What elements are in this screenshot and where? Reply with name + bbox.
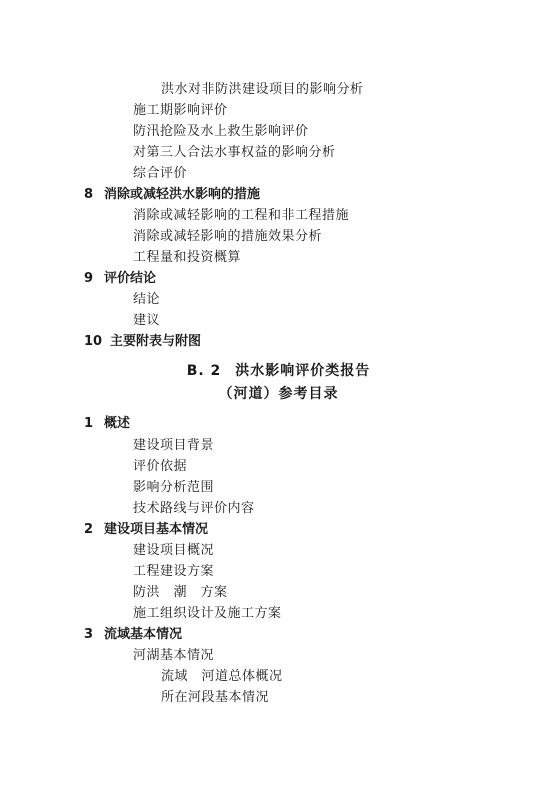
toc-line-flood-impact-analysis: 洪水对非防洪建设项目的影响分析 [161, 82, 364, 97]
toc-line-river-lake-basics: 河湖基本情况 [133, 648, 215, 663]
toc-heading-number: 8 [84, 187, 94, 202]
toc-heading-b1 [84, 416, 130, 432]
toc-heading-number: 1 [84, 416, 94, 431]
toc-line-reach-basics: 所在河段基本情况 [161, 690, 270, 705]
toc-heading-10 [84, 334, 201, 350]
toc-line-flood-rescue-impact: 防汛抢险及水上救生影响评价 [133, 124, 309, 139]
toc-heading-title: 评价结论 [104, 271, 157, 286]
toc-line-comprehensive-evaluation: 综合评价 [133, 166, 188, 181]
toc-heading-b3 [84, 627, 182, 643]
toc-heading-number: 2 [84, 522, 94, 537]
toc-line-project-overview: 建设项目概况 [133, 543, 215, 558]
section-code: B. 2 [186, 363, 222, 379]
toc-line-technical-route: 技术路线与评价内容 [133, 501, 255, 516]
toc-line-mitigation-measures: 消除或减轻影响的工程和非工程措施 [133, 208, 350, 223]
section-title-line1: 洪水影响评价类报告 [235, 363, 371, 379]
toc-line-conclusion: 结论 [133, 292, 161, 307]
toc-line-evaluation-basis: 评价依据 [133, 459, 188, 474]
toc-heading-8 [84, 187, 260, 203]
toc-line-project-background: 建设项目背景 [133, 438, 215, 453]
toc-line-construction-impact: 施工期影响评价 [133, 103, 228, 118]
toc-heading-9 [84, 271, 156, 287]
section-title-b2 [0, 362, 557, 380]
toc-heading-number: 9 [84, 271, 94, 286]
toc-heading-title: 建设项目基本情况 [104, 522, 209, 537]
toc-line-basin-overview: 流域 河道总体概况 [161, 669, 283, 684]
toc-heading-title: 概述 [104, 416, 131, 431]
toc-heading-title: 主要附表与附图 [110, 334, 202, 349]
toc-line-quantities-budget: 工程量和投资概算 [133, 250, 242, 265]
toc-line-construction-organization: 施工组织设计及施工方案 [133, 606, 282, 621]
toc-heading-title: 消除或减轻洪水影响的措施 [104, 187, 261, 202]
toc-line-engineering-plan: 工程建设方案 [133, 564, 215, 579]
toc-line-suggestion: 建议 [133, 313, 161, 328]
toc-heading-number: 3 [84, 627, 94, 642]
toc-heading-b2 [84, 522, 208, 538]
toc-line-flood-tide-plan: 防洪 潮 方案 [133, 585, 228, 600]
toc-heading-title: 流域基本情况 [104, 627, 183, 642]
toc-line-analysis-scope: 影响分析范围 [133, 480, 215, 495]
toc-line-mitigation-effect: 消除或减轻影响的措施效果分析 [133, 229, 323, 244]
toc-heading-number: 10 [84, 334, 103, 349]
toc-line-third-party-rights: 对第三人合法水事权益的影响分析 [133, 145, 336, 160]
section-title-b2-subtitle: （河道）参考目录 [218, 386, 339, 402]
